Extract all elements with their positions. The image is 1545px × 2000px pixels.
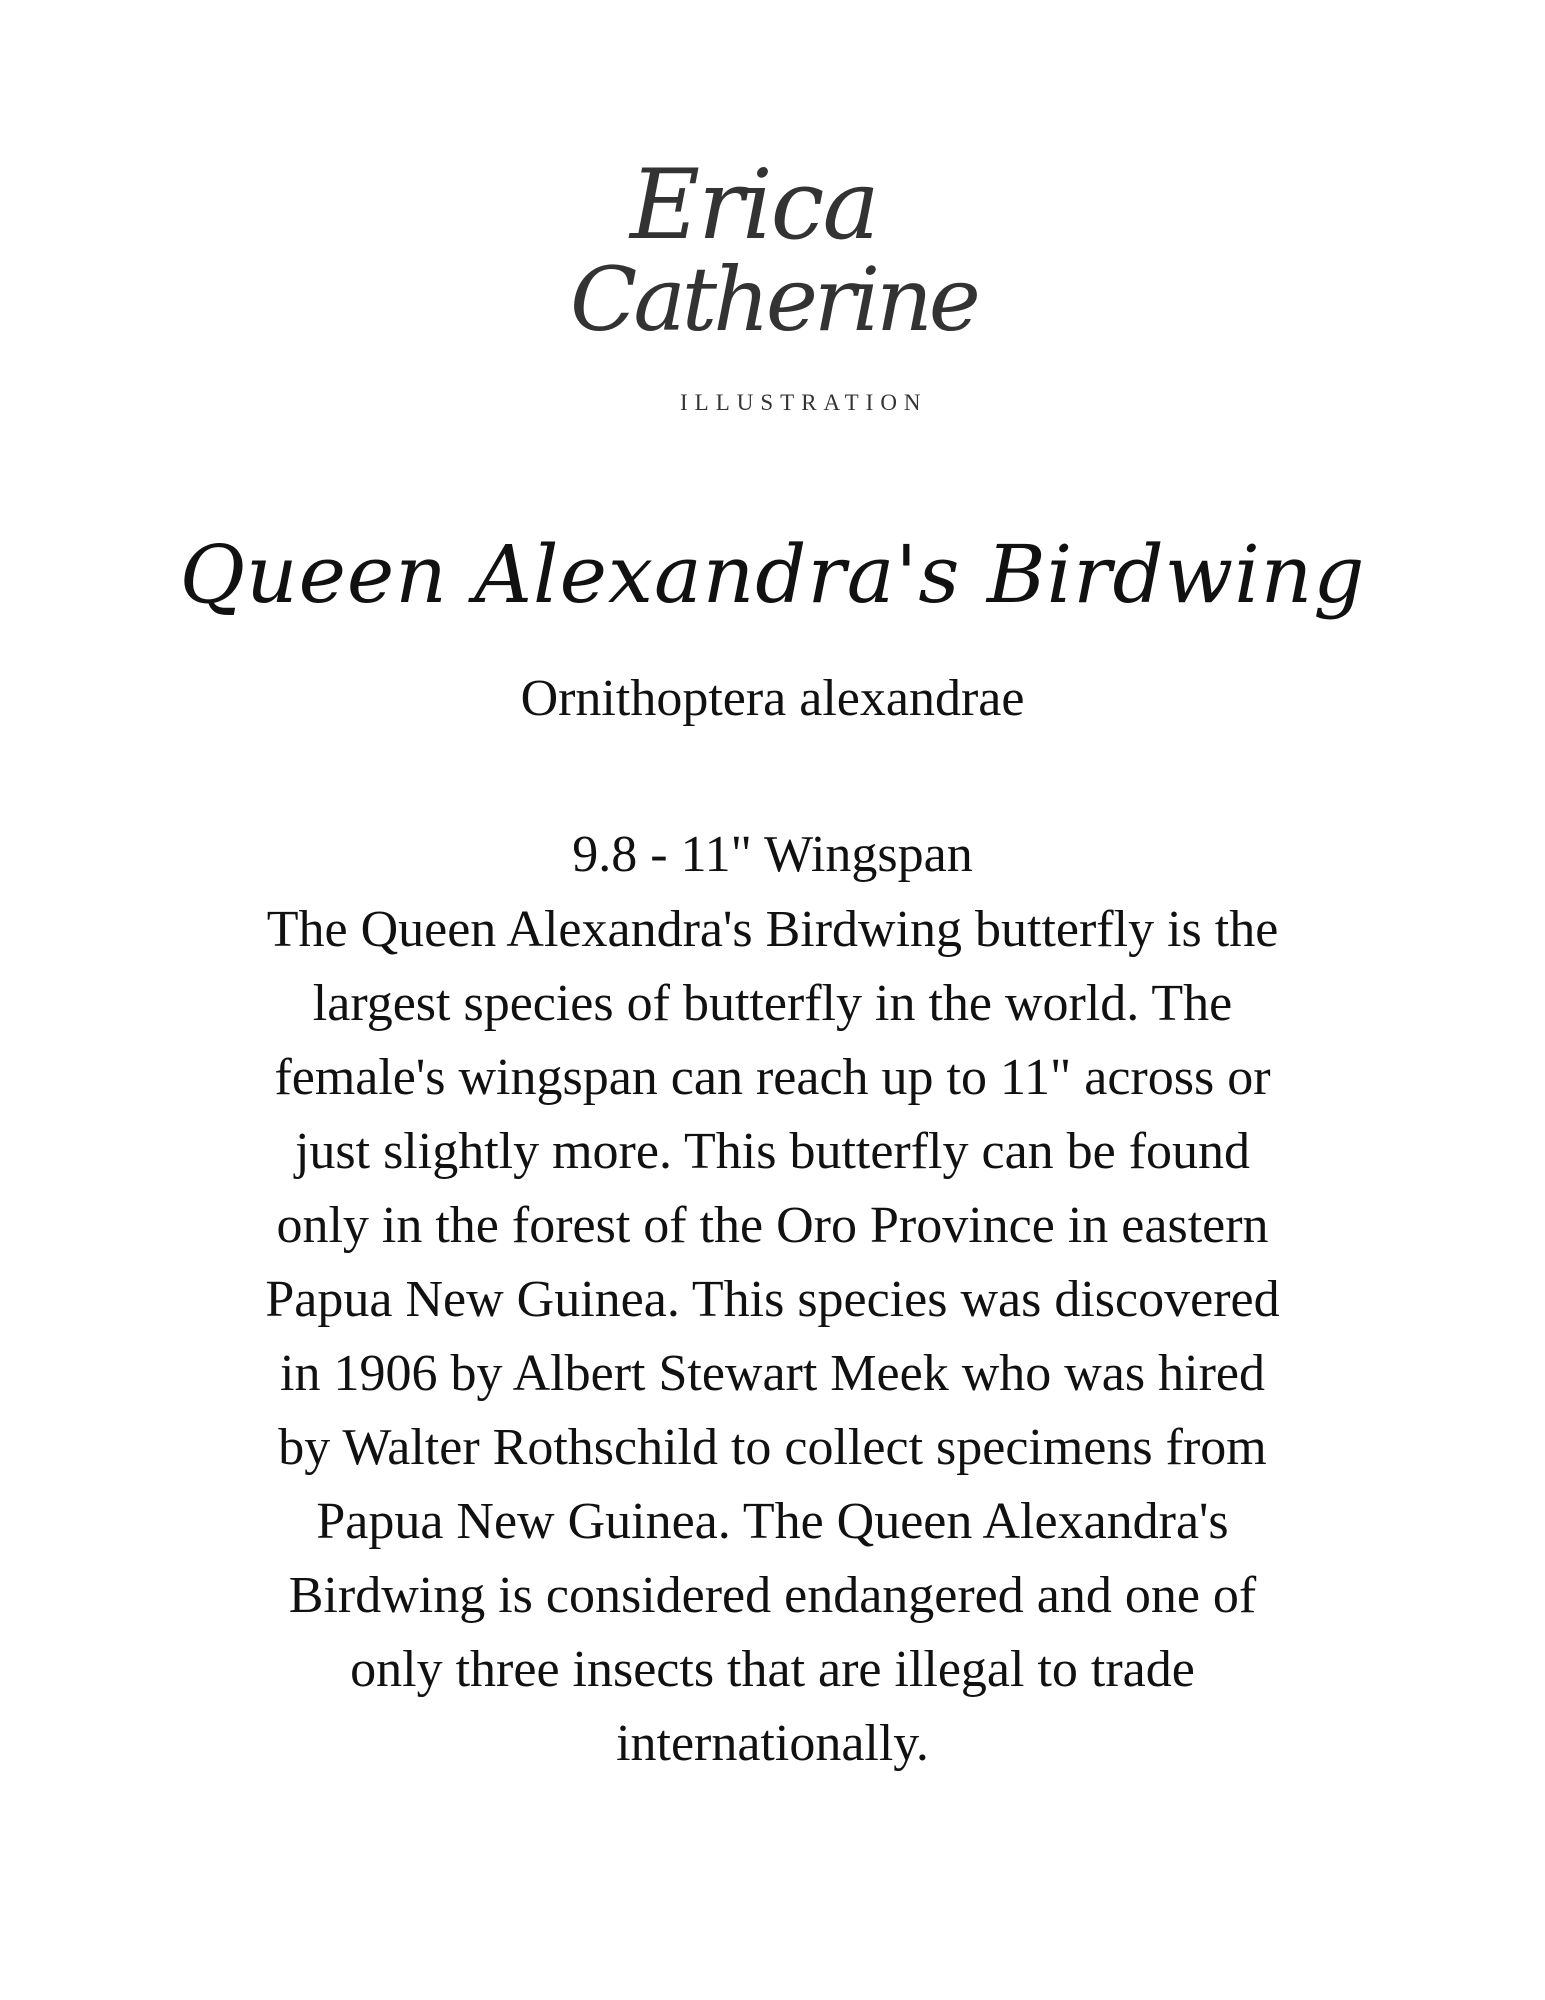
description-line: largest species of butterfly in the world. The (312, 975, 1233, 1032)
description-line: in 1906 by Albert Stewart Meek who was hired (280, 1345, 1265, 1402)
description-line: only three insects that are illegal to trade (350, 1641, 1195, 1698)
description-line: Birdwing is considered endangered and one of (288, 1567, 1257, 1624)
scientific-name: Ornithoptera alexandrae (520, 670, 1025, 727)
description-line: internationally. (616, 1715, 929, 1772)
description-line: just slightly more. This butterfly can be found (294, 1123, 1251, 1180)
description-line: Papua New Guinea. This species was discovered (265, 1271, 1280, 1328)
description-line: only in the forest of the Oro Province in eastern (276, 1197, 1269, 1254)
description-paragraph (150, 893, 1395, 1781)
logo-first-name: Erica (630, 149, 878, 261)
wingspan-text: 9.8 - 11" Wingspan (572, 826, 973, 883)
description-line: female's wingspan can reach up to 11" across or (274, 1049, 1271, 1106)
brand-logo (560, 150, 980, 430)
page-title: Queen Alexandra's Birdwing (179, 528, 1366, 621)
logo-tagline: ILLUSTRATION (680, 390, 928, 415)
description-line: Papua New Guinea. The Queen Alexandra's (316, 1493, 1229, 1550)
logo-last-name: Catherine (570, 248, 977, 351)
description-line: by Walter Rothschild to collect specimens from (278, 1419, 1267, 1476)
description-line: The Queen Alexandra's Birdwing butterfly is the (266, 901, 1279, 958)
